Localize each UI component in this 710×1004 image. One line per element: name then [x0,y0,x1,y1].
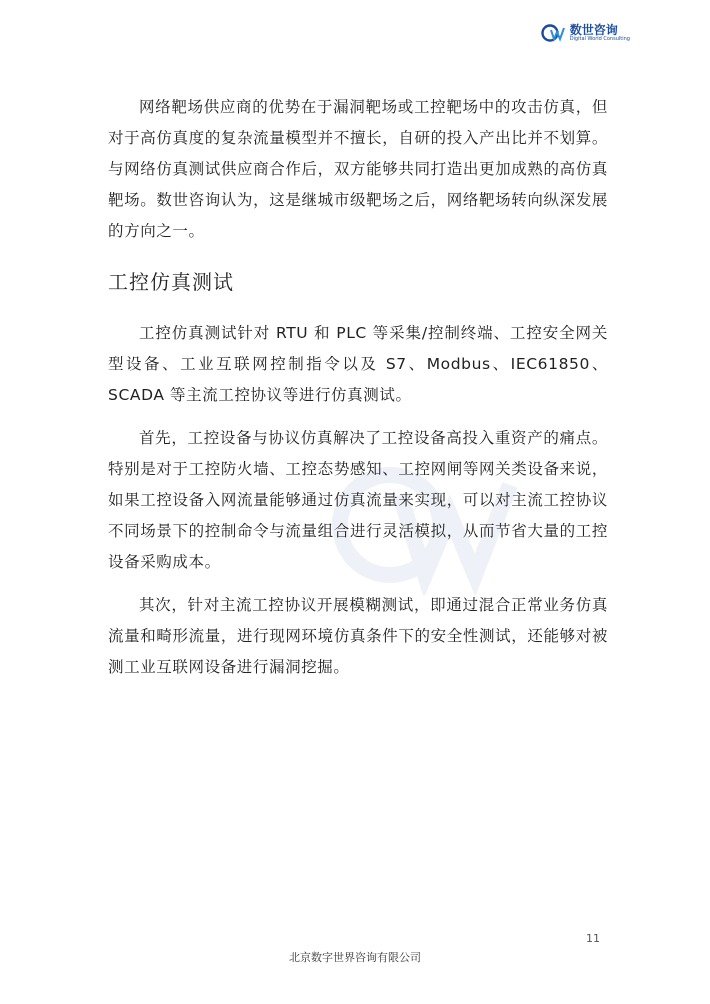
page-number: 11 [586,932,600,945]
section-paragraph: 首先，工控设备与协议仿真解决了工控设备高投入重资产的痛点。特别是对于工控防火墙、工控态势感知、工控网闸等网关类设备来说，如果工控设备入网流量能够通过仿真流量来实现，可以对主流工控协议不同场景下的控制命令与流量组合进行灵活模拟，从而节省大量的工控设备采购成本。 [108,429,608,571]
section-paragraph: 其次，针对主流工控协议开展模糊测试，即通过混合正常业务仿真流量和畸形流量，进行现网环境仿真条件下的安全性测试，还能够对被测工业互联网设备进行漏洞挖掘。 [108,596,608,676]
intro-paragraph: 网络靶场供应商的优势在于漏洞靶场或工控靶场中的攻击仿真，但对于高仿真度的复杂流量模型并不擅长，自研的投入产出比并不划算。与网络仿真测试供应商合作后，双方能够共同打造出更加成熟的高仿真靶场。数世咨询认为，这是继城市级靶场之后，网络靶场转向纵深发展的方向之一。 [108,98,608,240]
company-logo [541,22,630,44]
footer-company: 北京数字世界咨询有限公司 [289,951,421,964]
section-paragraph: 工控仿真测试针对 RTU 和 PLC 等采集/控制终端、工控安全网关型设备、工业互联网控制指令以及 S7、Modbus、IEC61850、SCADA 等主流工控协议等进行仿真测试。 [108,324,608,404]
logo-cn-text: 数世咨询 [569,23,618,37]
dw-logo-icon [541,22,567,44]
section-title: 工控仿真测试 [108,270,234,294]
document-body [108,92,608,695]
logo-en-text: Digital World Consulting [569,36,630,42]
